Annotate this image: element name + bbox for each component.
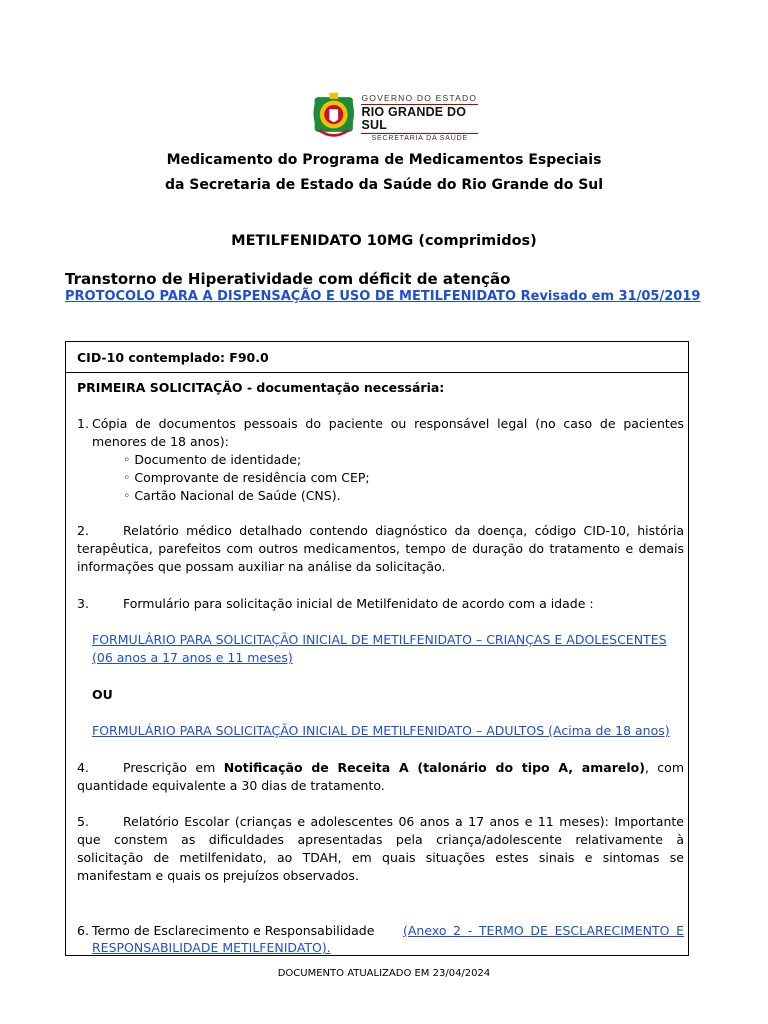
form-adults-link[interactable]: FORMULÁRIO PARA SOLICITAÇÃO INICIAL DE METILFENIDATO – ADULTOS (Acima de 18 anos) — [92, 723, 670, 738]
item1-line2: menores de 18 anos): — [92, 434, 229, 449]
item4-pre: Prescrição em — [123, 760, 216, 775]
item5-line2: que constem as dificuldades apresentadas pela criança/adolescente relativamente à — [77, 832, 684, 847]
protocol-link[interactable]: PROTOCOLO PARA A DISPENSAÇÃO E USO DE METILFENIDATO Revisado em 31/05/2019 — [65, 289, 701, 304]
item4-post: , com — [644, 760, 684, 775]
form-children-link-line2[interactable]: (06 anos a 17 anos e 11 meses) — [92, 650, 293, 665]
form-children-link[interactable]: FORMULÁRIO PARA SOLICITAÇÃO INICIAL DE METILFENIDATO – CRIANÇAS E ADOLESCENTES — [92, 632, 667, 647]
item1-line1: Cópia de documentos pessoais do paciente ou responsável legal (no caso de pacientes — [92, 416, 684, 431]
item3-text: Formulário para solicitação inicial de Metilfenidato de acordo com a idade : — [123, 596, 594, 611]
anexo2-link-line2[interactable]: RESPONSABILIDADE METILFENIDATO). — [92, 940, 331, 955]
or-separator: OU — [92, 687, 113, 702]
title-line-2: da Secretaria de Estado da Saúde do Rio Grande do Sul — [164, 177, 604, 193]
drug-title: METILFENIDATO 10MG (comprimidos) — [231, 233, 537, 249]
document-updated-footer: DOCUMENTO ATUALIZADO EM 23/04/2024 — [277, 968, 491, 979]
item5-line4: manifestam e quais os prejuízos observados. — [77, 868, 359, 883]
government-logo — [306, 85, 478, 151]
rs-coat-of-arms-icon — [312, 88, 355, 148]
item5-line1: Relatório Escolar (crianças e adolescentes 06 anos a 17 anos e 11 meses): Importante — [123, 814, 684, 829]
logo-line-3: SECRETARIA DA SAÚDE — [371, 134, 468, 142]
item6-text: Termo de Esclarecimento e Responsabilidade — [92, 923, 375, 938]
item1-sub-2-text: Comprovante de residência com CEP; — [134, 470, 370, 485]
logo-line-2: RIO GRANDE DO SUL — [361, 104, 478, 134]
item4-line1 — [123, 760, 684, 775]
item2-line3: informações que possam auxiliar na análise da solicitação. — [77, 559, 446, 574]
item1-sub-1-text: Documento de identidade; — [134, 452, 302, 467]
item1-number: 1. — [77, 416, 89, 431]
logo-line-1: GOVERNO DO ESTADO — [361, 92, 478, 103]
item4-bold: Notificação de Receita A (talonário do tipo A, amarelo) — [223, 760, 645, 775]
item1-sub-2: ◦ Comprovante de residência com CEP; — [123, 470, 370, 485]
anexo2-link[interactable]: (Anexo 2 - TERMO DE ESCLARECIMENTO E — [403, 923, 684, 938]
item1-sub-1: ◦ Documento de identidade; — [123, 452, 302, 467]
item3-number: 3. — [77, 596, 89, 611]
item4-number: 4. — [77, 760, 89, 775]
first-request-heading: PRIMEIRA SOLICITAÇÃO - documentação necessária: — [77, 380, 445, 395]
item2-line1: Relatório médico detalhado contendo diagnóstico da doença, código CID-10, história — [123, 523, 684, 538]
item5-number: 5. — [77, 814, 89, 829]
item4-line2: quantidade equivalente a 30 dias de tratamento. — [77, 778, 385, 793]
item1-sub-3: ◦ Cartão Nacional de Saúde (CNS). — [123, 488, 341, 503]
requirements-box — [65, 341, 689, 956]
disease-title: Transtorno de Hiperatividade com déficit de atenção — [65, 270, 511, 288]
item5-line3: solicitação de metilfenidato, ao TDAH, em quais situações estes sinais e sintomas se — [77, 850, 684, 865]
cid-row: CID-10 contemplado: F90.0 — [66, 342, 688, 373]
item1-sub-3-text: Cartão Nacional de Saúde (CNS). — [134, 488, 341, 503]
item6-number: 6. — [77, 923, 89, 938]
item2-number: 2. — [77, 523, 89, 538]
title-line-1: Medicamento do Programa de Medicamentos Especiais — [166, 152, 602, 168]
item2-line2: terapêutica, parefeitos com outros medicamentos, tempo de duração do tratamento e demais — [77, 541, 684, 556]
